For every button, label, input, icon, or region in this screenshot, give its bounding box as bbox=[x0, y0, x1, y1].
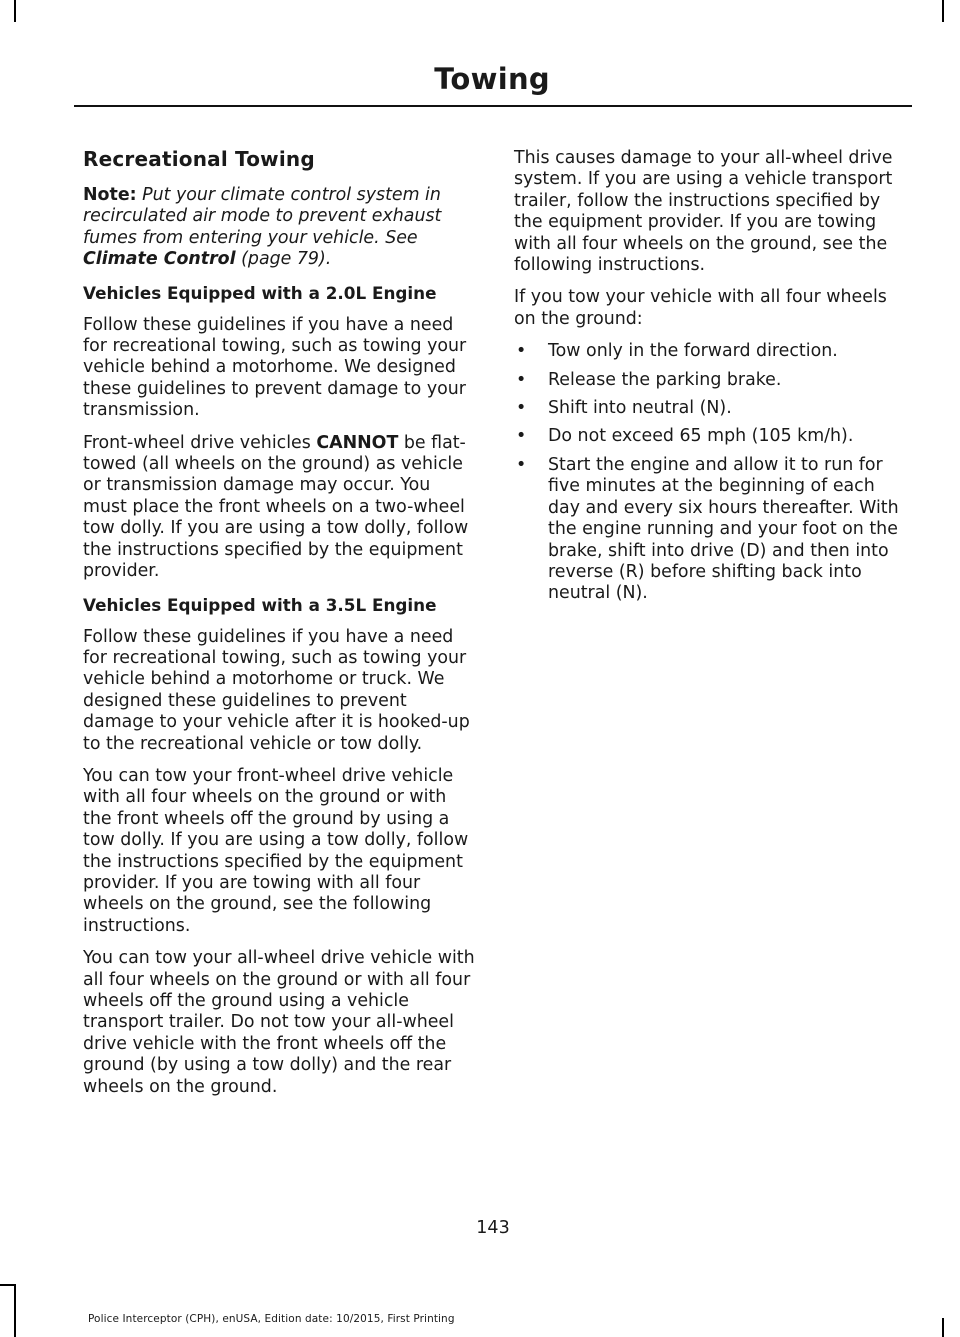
bullet: • bbox=[516, 426, 527, 447]
list-item-text: Tow only in the forward direction. bbox=[548, 341, 838, 362]
paragraph: You can tow your all-wheel drive vehicle with all four wheels on the ground or with all four wheels off the ground using a vehicle transport trailer. Do not tow your all-wheel drive vehicle with the front wheels off the ground (by using a tow dolly) and the rear wheels on the ground. bbox=[83, 948, 475, 1097]
subheading-2-0l-engine: Vehicles Equipped with a 2.0L Engine bbox=[83, 282, 437, 303]
list-item bbox=[514, 455, 906, 605]
cannot-emphasis: CANNOT bbox=[316, 432, 399, 453]
list-item-text: Start the engine and allow it to run for five minutes at the beginning of each day and every six hours thereafter. With the engine running and your foot on the brake, shift into drive (D) and then into reverse (R) before shifting back into neutral (N). bbox=[548, 454, 899, 604]
crop-mark-bottom-right bbox=[942, 1318, 944, 1337]
list-item bbox=[514, 341, 906, 362]
page-number: 143 bbox=[476, 1218, 510, 1238]
page-header-title: Towing bbox=[434, 62, 550, 96]
paragraph: Follow these guidelines if you have a need for recreational towing, such as towing your vehicle behind a motorhome or truck. We designed these guidelines to prevent damage to your vehicle after it is hooked-up to the recreational vehicle or tow dolly. bbox=[83, 626, 470, 754]
bullet: • bbox=[516, 398, 527, 419]
note-text: Put your climate control system in recirculated air mode to prevent exhaust fumes from entering your vehicle. See bbox=[83, 185, 442, 248]
right-column bbox=[514, 148, 906, 612]
bullet: • bbox=[516, 341, 527, 362]
list-item bbox=[514, 370, 906, 391]
note-label: Note: bbox=[83, 185, 137, 205]
bullet: • bbox=[516, 454, 527, 475]
crop-mark-top-left bbox=[14, 0, 16, 22]
paragraph: You can tow your front-wheel drive vehicle with all four wheels on the ground or with the front wheels off the ground by using a tow dolly. If you are using a tow dolly, follow the instructions specified by the equipment provider. If you are towing with all four wheels on the ground, see the following instructions. bbox=[83, 765, 469, 936]
list-item-text: Do not exceed 65 mph (105 km/h). bbox=[548, 426, 854, 447]
edition-footer: Police Interceptor (CPH), enUSA, Edition date: 10/2015, First Printing bbox=[88, 1313, 455, 1325]
climate-control-link[interactable]: Climate Control bbox=[83, 249, 236, 270]
paragraph-front-wheel-drive bbox=[83, 433, 475, 583]
crop-mark-bottom-left bbox=[14, 1284, 16, 1337]
crop-mark-bottom-left-h bbox=[0, 1284, 16, 1286]
note-paragraph bbox=[83, 185, 475, 271]
bullet: • bbox=[516, 369, 527, 390]
crop-mark-top-right bbox=[942, 0, 944, 22]
list-item bbox=[514, 398, 906, 419]
page-reference: (page 79). bbox=[241, 249, 332, 270]
list-item bbox=[514, 426, 906, 447]
text-run: be flat-towed (all wheels on the ground) as vehicle or transmission damage may occur. You must place the front wheels on a two-wheel tow dolly. If you are using a tow dolly, follow the instructions specified by the equipment provider. bbox=[83, 432, 469, 582]
list-item-text: Release the parking brake. bbox=[548, 369, 782, 390]
list-item-text: Shift into neutral (N). bbox=[548, 398, 732, 419]
paragraph: Follow these guidelines if you have a need for recreational towing, such as towing your vehicle behind a motorhome. We designed these guidelines to prevent damage to your transmission. bbox=[83, 314, 467, 421]
section-title: Recreational Towing bbox=[83, 147, 315, 171]
text-run: Front-wheel drive vehicles bbox=[83, 432, 317, 453]
paragraph: This causes damage to your all-wheel drive system. If you are using a vehicle transport trailer, follow the instructions specified by the equipment provider. If you are towing with all four wheels on the ground, see the following instructions. bbox=[514, 148, 893, 276]
paragraph: If you tow your vehicle with all four wheels on the ground: bbox=[514, 287, 887, 329]
subheading-3-5l-engine: Vehicles Equipped with a 3.5L Engine bbox=[83, 594, 437, 615]
left-column bbox=[83, 146, 475, 1109]
towing-steps-list bbox=[514, 341, 906, 604]
header-rule bbox=[74, 105, 912, 107]
